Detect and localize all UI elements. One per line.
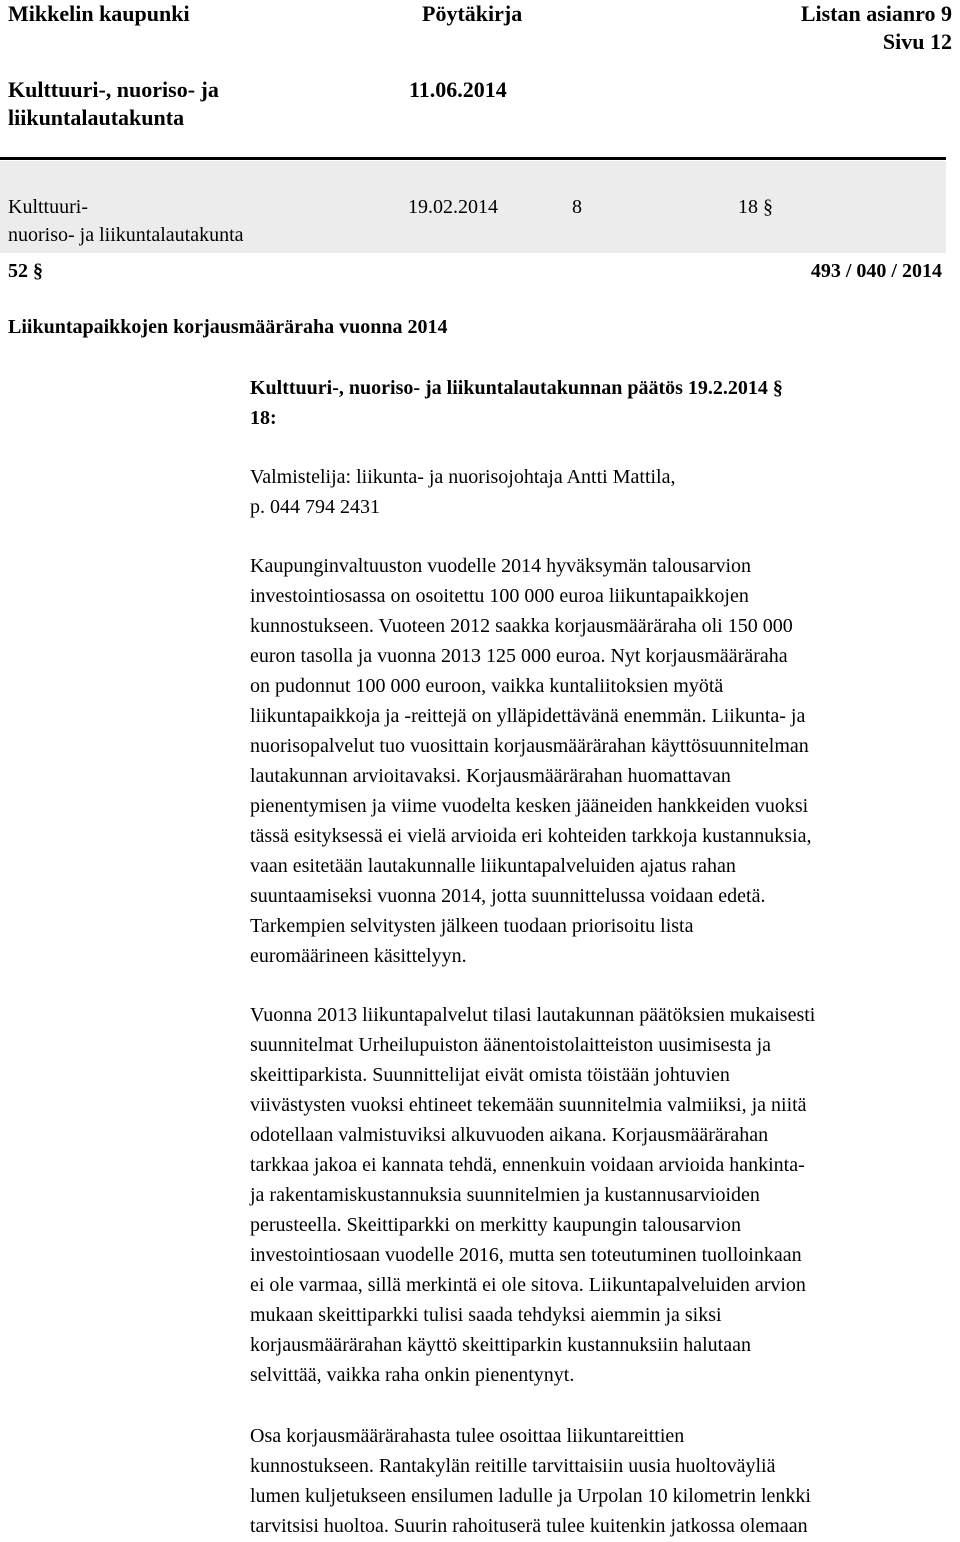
text-line: perusteella. Skeittiparkki on merkitty kaupungin talousarvion: [250, 1214, 742, 1236]
text-line: suuntaamiseksi vuonna 2014, jotta suunnittelussa voidaan edetä.: [250, 885, 766, 907]
reference-date: 19.02.2014: [408, 196, 498, 218]
case-section: 52 §: [8, 260, 43, 282]
decision-heading: [250, 373, 958, 433]
text-line: kunnostukseen. Rantakylän reitille tarvittaisiin uusia huoltoväyliä: [250, 1455, 776, 1477]
text-line: selvittää, vaikka raha onkin pienentynyt.: [250, 1364, 575, 1386]
case-record-number: 493 / 040 / 2014: [810, 260, 942, 282]
decision-heading-line: 18:: [250, 407, 277, 429]
header-divider: [0, 157, 946, 160]
text-line: korjausmäärärahan käyttö skeittiparkin kustannuksiin halutaan: [250, 1334, 751, 1356]
text-line: investointiosassa on osoitettu 100 000 euroa liikuntapaikkojen: [250, 585, 749, 607]
text-line: lautakunnan arvioitavaksi. Korjausmäärärahan huomattavan: [250, 765, 731, 787]
text-line: mukaan skeittiparkki tulisi saada tehdyksi aiemmin ja siksi: [250, 1304, 722, 1326]
document-type: Pöytäkirja: [422, 1, 523, 26]
text-line: euromäärineen käsittelyyn.: [250, 945, 467, 967]
text-line: odotellaan valmistuviksi alkuvuoden aikana. Korjausmäärärahan: [250, 1124, 769, 1146]
text-line: Kaupunginvaltuuston vuodelle 2014 hyväksymän talousarvion: [250, 555, 752, 577]
text-line: ja rakentamiskustannuksia suunnitelmien ja kustannusarvioiden: [250, 1184, 760, 1206]
text-line: liikuntapaikkoja ja -reittejä on ylläpidettävänä enemmän. Liikunta- ja: [250, 705, 806, 727]
text-line: Tarkempien selvitysten jälkeen tuodaan priorisoitu lista: [250, 915, 694, 937]
text-line: skeittiparkista. Suunnittelijat eivät omista töistään johtuvien: [250, 1064, 730, 1086]
committee-name-line2: liikuntalautakunta: [8, 105, 185, 130]
text-line: Osa korjausmäärärahasta tulee osoittaa liikuntareittien: [250, 1425, 685, 1447]
text-line: on pudonnut 100 000 euroon, vaikka kuntaliitoksien myötä: [250, 675, 724, 697]
text-line: suunnitelmat Urheilupuiston äänentoistolaitteiston uusimisesta ja: [250, 1034, 772, 1056]
text-line: tässä esityksessä ei vielä arvioida eri kohteiden tarkkoja kustannuksia,: [250, 825, 812, 847]
reference-committee-line2: nuoriso- ja liikuntalautakunta: [8, 224, 244, 246]
body-paragraph-3: [250, 1421, 958, 1541]
text-line: viivästysten vuoksi ehtineet tekemään suunnitelmia valmiiksi, ja niitä: [250, 1094, 807, 1116]
text-line: kunnostukseen. Vuoteen 2012 saakka korjausmääräraha oli 150 000: [250, 615, 793, 637]
body-paragraph-2: [250, 1000, 958, 1390]
reference-number: 8: [572, 196, 582, 218]
committee-name-line1: Kulttuuri-, nuoriso- ja: [8, 77, 219, 102]
item-number: Listan asianro 9: [800, 1, 952, 26]
preparer-line: Valmistelija: liikunta- ja nuorisojohtaja Antti Mattila,: [250, 466, 676, 488]
decision-heading-line: Kulttuuri-, nuoriso- ja liikuntalautakunnan päätös 19.2.2014 §: [250, 377, 783, 399]
reference-committee-line1: Kulttuuri-: [8, 196, 88, 218]
preparer-line: p. 044 794 2431: [250, 496, 380, 518]
text-line: Vuonna 2013 liikuntapalvelut tilasi lautakunnan päätöksien mukaisesti: [250, 1004, 816, 1026]
text-line: lumen kuljetukseen ensilumen ladulle ja Urpolan 10 kilometrin lenkki: [250, 1485, 811, 1507]
reference-section: 18 §: [738, 196, 773, 218]
case-title: Liikuntapaikkojen korjausmääräraha vuonna 2014: [8, 316, 448, 338]
text-line: tarvitsisi huoltoa. Suurin rahoituserä tulee kuitenkin jatkossa olemaan: [250, 1515, 808, 1537]
text-line: ei ole varmaa, sillä merkintä ei ole sitova. Liikuntapalveluiden arvion: [250, 1274, 806, 1296]
preparer-info: [250, 462, 958, 522]
text-line: vaan esitetään lautakunnalle liikuntapalveluiden ajatus rahan: [250, 855, 736, 877]
meeting-date: 11.06.2014: [409, 77, 507, 102]
text-line: pienentymisen ja viime vuodelta kesken jääneiden hankkeiden vuoksi: [250, 795, 809, 817]
text-line: tarkkaa jakoa ei kannata tehdä, ennenkuin voidaan arvioida hankinta-: [250, 1154, 805, 1176]
text-line: nuorisopalvelut tuo vuosittain korjausmäärärahan käyttösuunnitelman: [250, 735, 809, 757]
text-line: euron tasolla ja vuonna 2013 125 000 euroa. Nyt korjausmääräraha: [250, 645, 788, 667]
text-line: investointiosaan vuodelle 2016, mutta sen toteutuminen tuolloinkaan: [250, 1244, 802, 1266]
page-number: Sivu 12: [882, 29, 952, 54]
body-paragraph-1: [250, 551, 958, 971]
org-name: Mikkelin kaupunki: [8, 1, 190, 26]
